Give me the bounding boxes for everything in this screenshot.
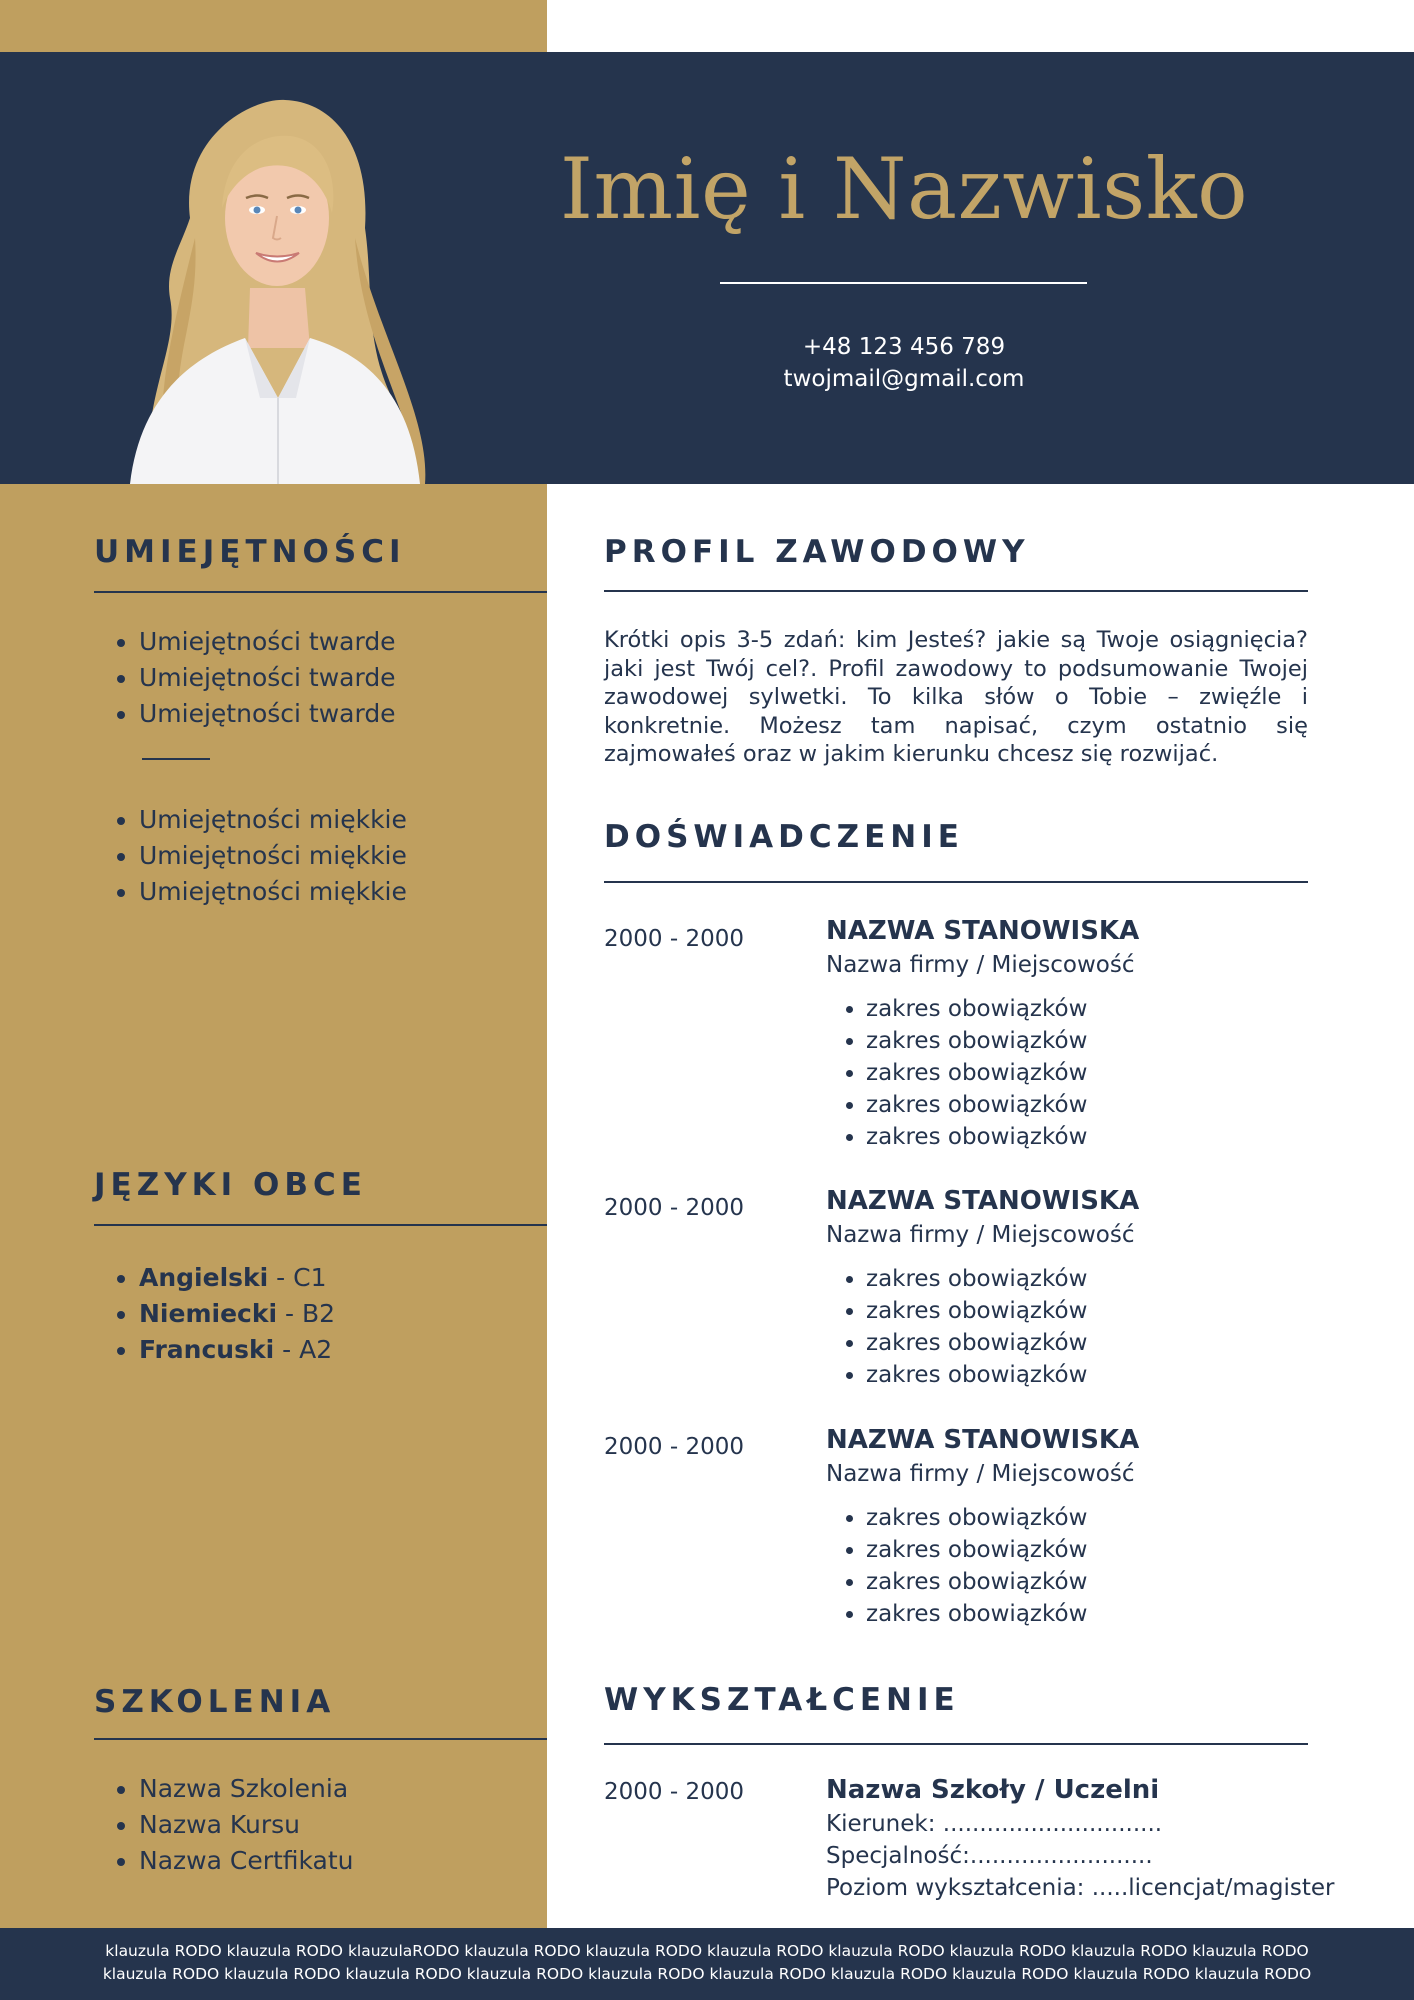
list-item: • zakres obowiązków: [866, 1598, 1087, 1630]
list-item: • zakres obowiązków: [866, 1057, 1087, 1089]
job-company: Nazwa firmy / Miejscowość: [826, 1222, 1135, 1248]
list-item: • zakres obowiązków: [866, 1502, 1087, 1534]
trainings-rule: [94, 1738, 547, 1740]
trainings-list: [94, 1771, 354, 1879]
language-name: Angielski: [139, 1263, 269, 1292]
gdpr-clause-line: klauzula RODO klauzula RODO klauzula RODO klauzula RODO klauzula RODO klauzula RODO klauzula RODO klauzula RODO klauzula RODO klauzula RODO: [102, 1965, 1312, 1983]
list-item: • zakres obowiązków: [866, 1121, 1087, 1153]
hard-skills-list: [94, 624, 396, 732]
profile-rule: [604, 590, 1308, 592]
job-dates: 2000 - 2000: [604, 1195, 744, 1221]
job-company: Nazwa firmy / Miejscowość: [826, 1461, 1135, 1487]
education-specialty: Specjalność:.........................: [826, 1843, 1153, 1869]
list-item: • Umiejętności miękkie: [139, 874, 407, 910]
education-heading: WYKSZTAŁCENIE: [604, 1682, 960, 1718]
job-title: NAZWA STANOWISKA: [826, 916, 1140, 946]
languages-rule: [94, 1224, 547, 1226]
list-item: • Nazwa Kursu: [139, 1807, 354, 1843]
skills-separator: [142, 758, 210, 760]
list-item: • Nazwa Szkolenia: [139, 1771, 354, 1807]
trainings-heading: SZKOLENIA: [94, 1684, 336, 1720]
job-duties-list: [826, 1263, 1087, 1391]
list-item: [139, 1260, 335, 1296]
gdpr-clause-line: klauzula RODO klauzula RODO klauzulaRODO klauzula RODO klauzula RODO klauzula RODO klauzula RODO klauzula RODO klauzula RODO klauzula RODO: [105, 1942, 1309, 1960]
profile-photo: [110, 98, 440, 484]
list-item: • Umiejętności twarde: [139, 660, 396, 696]
education-dates: 2000 - 2000: [604, 1779, 744, 1805]
experience-heading: DOŚWIADCZENIE: [604, 819, 964, 855]
list-item: • zakres obowiązków: [866, 1263, 1087, 1295]
profile-summary: Krótki opis 3-5 zdań: kim Jesteś? jakie są Twoje osiągnięcia? jaki jest Twój cel?. Profil zawodowy to podsumowanie Twojej zawodowej sylwetki. To kilka słów o Tobie – zwięźle i konkretnie. Możesz tam napisać, czym ostatnio się zajmowałeś oraz w jakim kierunku chcesz się rozwijać.: [604, 627, 1308, 767]
skills-heading: UMIEJĘTNOŚCI: [94, 534, 406, 570]
job-duties-list: [826, 993, 1087, 1153]
list-item: • zakres obowiązków: [866, 1359, 1087, 1391]
list-item: • Nazwa Certfikatu: [139, 1843, 354, 1879]
profile-heading: PROFIL ZAWODOWY: [604, 534, 1030, 570]
list-item: [139, 1332, 335, 1368]
full-name: Imię i Nazwisko: [559, 140, 1249, 238]
languages-heading: JĘZYKI OBCE: [94, 1167, 367, 1203]
list-item: • Umiejętności miękkie: [139, 802, 407, 838]
language-level: - A2: [274, 1335, 333, 1364]
job-dates: 2000 - 2000: [604, 926, 744, 952]
list-item: • Umiejętności twarde: [139, 696, 396, 732]
job-duties-list: [826, 1502, 1087, 1630]
school-name: Nazwa Szkoły / Uczelni: [826, 1775, 1160, 1805]
list-item: • zakres obowiązków: [866, 1534, 1087, 1566]
job-company: Nazwa firmy / Miejscowość: [826, 952, 1135, 978]
list-item: • Umiejętności twarde: [139, 624, 396, 660]
list-item: • zakres obowiązków: [866, 993, 1087, 1025]
language-level: - C1: [268, 1263, 327, 1292]
languages-list: [94, 1260, 335, 1368]
list-item: [139, 1296, 335, 1332]
list-item: • zakres obowiązków: [866, 1295, 1087, 1327]
language-level: - B2: [277, 1299, 336, 1328]
education-field: Kierunek: ..............................: [826, 1811, 1163, 1837]
education-rule: [604, 1743, 1308, 1745]
gdpr-footer: [0, 1928, 1414, 2000]
education-level: Poziom wykształcenia: .....licencjat/magister: [826, 1875, 1335, 1901]
list-item: • zakres obowiązków: [866, 1327, 1087, 1359]
experience-rule: [604, 881, 1308, 883]
job-dates: 2000 - 2000: [604, 1434, 744, 1460]
list-item: • zakres obowiązków: [866, 1025, 1087, 1057]
email-address: twojmail@gmail.com: [783, 366, 1025, 392]
list-item: • zakres obowiązków: [866, 1089, 1087, 1121]
language-name: Niemiecki: [139, 1299, 278, 1328]
skills-rule: [94, 591, 547, 593]
list-item: • Umiejętności miękkie: [139, 838, 407, 874]
language-name: Francuski: [139, 1335, 275, 1364]
phone-number: +48 123 456 789: [802, 334, 1006, 360]
list-item: • zakres obowiązków: [866, 1566, 1087, 1598]
name-divider: [720, 282, 1087, 284]
job-title: NAZWA STANOWISKA: [826, 1425, 1140, 1455]
soft-skills-list: [94, 802, 407, 910]
job-title: NAZWA STANOWISKA: [826, 1186, 1140, 1216]
